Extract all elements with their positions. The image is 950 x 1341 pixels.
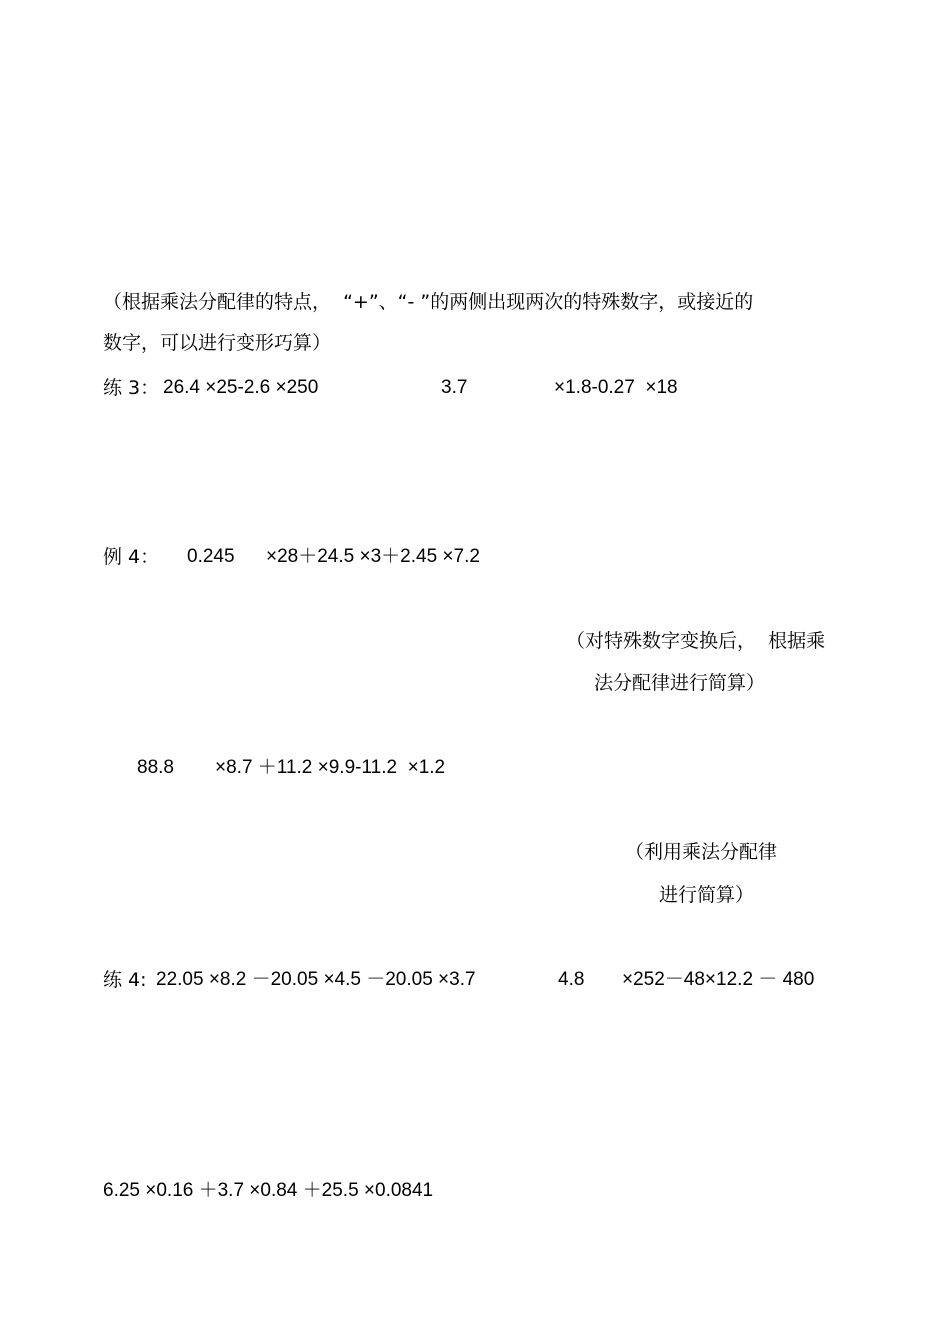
example-4-expression-part2: ×28＋24.5 ×3＋2.45 ×7.2 xyxy=(266,546,480,567)
problem-expression-b-part2: ×8.7 ＋11.2 ×9.9-11.2 ×1.2 xyxy=(215,757,446,778)
problem-expression-b-part1: 88.8 xyxy=(137,757,174,778)
exercise-3-expression-b-part2: ×1.8-0.27 ×18 xyxy=(554,377,678,398)
note-special-number-transform-cont: 法分配律进行简算） xyxy=(594,672,766,694)
note-multiplication-distributive-cont: 数字，可以进行变形巧算） xyxy=(103,332,332,354)
note-multiplication-distributive: （根据乘法分配律的特点， “+”、“- ”的两侧出现两次的特殊数字，或接近的 xyxy=(103,291,754,313)
exercise-3-label: 练 3： xyxy=(103,377,160,399)
exercise-3-expression-a: 26.4 ×25-2.6 ×250 xyxy=(163,377,319,398)
note-use-distributive: （利用乘法分配律 xyxy=(625,841,778,863)
note-special-number-transform: （对特殊数字变换后， 根据乘 xyxy=(566,630,826,652)
example-4-expression-part1: 0.245 xyxy=(187,546,235,567)
note-use-distributive-cont: 进行简算） xyxy=(659,884,755,906)
exercise-3-expression-b-part1: 3.7 xyxy=(441,377,468,398)
exercise-4-expression-a: 22.05 ×8.2 －20.05 ×4.5 －20.05 ×3.7 xyxy=(156,969,476,990)
exercise-4-expression-b-part1: 4.8 xyxy=(558,969,585,990)
example-4-label: 例 4： xyxy=(103,546,160,568)
exercise-4-label: 练 4: xyxy=(103,969,147,991)
problem-expression-c: 6.25 ×0.16 ＋3.7 ×0.84 ＋25.5 ×0.0841 xyxy=(103,1180,434,1201)
exercise-4-expression-b-part2: ×252－48×12.2 － 480 xyxy=(622,969,815,990)
